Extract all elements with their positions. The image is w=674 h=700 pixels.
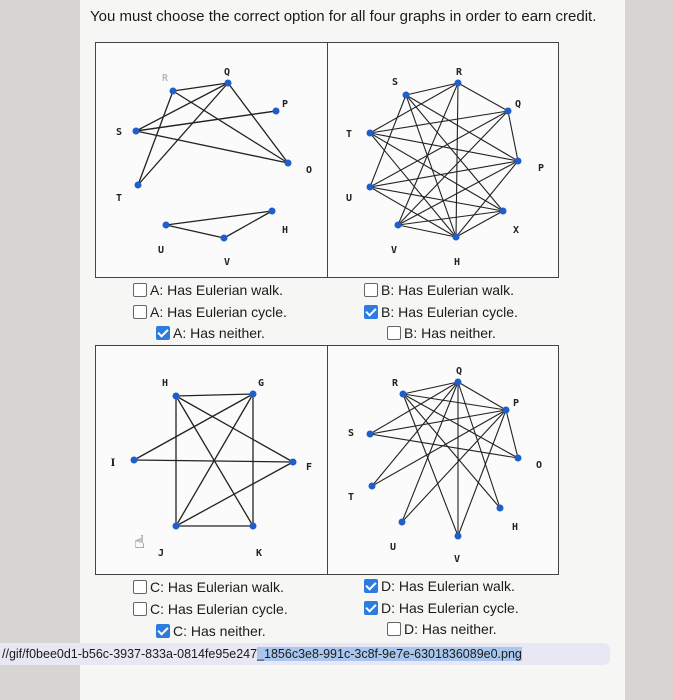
file-url-part1: //gif/f0bee0d1-b56c-3937-833a-0814fe95e247 <box>2 647 258 661</box>
option-b-cycle-label: B: Has Eulerian cycle. <box>381 304 518 320</box>
option-b-walk-checkbox[interactable] <box>364 283 378 297</box>
graph-b-label-t: T <box>345 129 353 140</box>
option-d-neither-label: D: Has neither. <box>404 621 497 637</box>
file-url-bar[interactable] <box>0 643 610 665</box>
graph-d-label-h: H <box>511 522 519 533</box>
option-a-neither-label: A: Has neither. <box>173 325 265 341</box>
option-b-neither-label: B: Has neither. <box>404 325 496 341</box>
graph-c-label-k: K <box>255 548 263 559</box>
graph-b-panel <box>327 42 559 278</box>
graph-b-node <box>500 208 507 215</box>
option-c-cycle-label: C: Has Eulerian cycle. <box>150 601 288 617</box>
graph-a-drawing <box>96 43 328 277</box>
graph-d-node <box>400 391 407 398</box>
option-d-cycle-checkbox[interactable] <box>364 601 378 615</box>
graph-a-label-r: R <box>161 73 169 84</box>
graph-a-label-p: P <box>281 99 289 110</box>
graph-b-node <box>515 158 522 165</box>
graph-a-node <box>163 222 170 229</box>
graph-a-label-h: H <box>281 225 289 236</box>
option-c-cycle-checkbox[interactable] <box>133 602 147 616</box>
graph-d-node <box>367 431 374 438</box>
graph-a-label-o: O <box>305 165 313 176</box>
graph-a-label-t: T <box>115 193 123 204</box>
option-d-walk-label: D: Has Eulerian walk. <box>381 578 515 594</box>
graph-c-node <box>173 523 180 530</box>
graph-a-node <box>225 80 232 87</box>
option-a-walk-label: A: Has Eulerian walk. <box>150 282 284 298</box>
graph-d-node <box>497 505 504 512</box>
instruction-text: You must choose the correct option for all four graphs in order to earn credit. <box>90 8 597 25</box>
graph-a-node <box>221 235 228 242</box>
graph-d-label-t: T <box>347 492 355 503</box>
graph-b-label-x: X <box>512 225 520 236</box>
graph-b-drawing <box>328 43 558 277</box>
graph-b-label-q: Q <box>514 99 522 110</box>
graph-a-label-s: S <box>115 127 123 138</box>
graph-c-drawing <box>96 346 328 574</box>
option-a-cycle[interactable] <box>133 304 287 320</box>
file-url-part2: _1856c3e8-991c-3c8f-9e7e-6301836089e0.png <box>257 647 522 661</box>
graph-c-panel <box>95 345 329 575</box>
graph-d-label-r: R <box>391 378 399 389</box>
graph-d-label-v: V <box>453 554 461 565</box>
graph-b-node <box>455 80 462 87</box>
hand-cursor-icon: ☝ <box>134 532 145 552</box>
graph-a-node <box>170 88 177 95</box>
option-c-neither[interactable] <box>156 623 266 639</box>
option-d-neither[interactable] <box>387 621 497 637</box>
option-c-cycle[interactable] <box>133 601 288 617</box>
graph-c-label-f: F <box>305 462 313 473</box>
graph-a-label-u: U <box>157 245 165 256</box>
graph-d-node <box>399 519 406 526</box>
graph-b-node <box>395 222 402 229</box>
graph-b-node <box>367 184 374 191</box>
graph-c-label-j: J <box>157 548 165 559</box>
graph-a-label-q: Q <box>223 67 231 78</box>
graph-c-node <box>250 391 257 398</box>
option-b-neither-checkbox[interactable] <box>387 326 401 340</box>
option-c-neither-checkbox[interactable] <box>156 624 170 638</box>
graph-a-node <box>285 160 292 167</box>
option-a-neither-checkbox[interactable] <box>156 326 170 340</box>
option-c-walk-label: C: Has Eulerian walk. <box>150 579 284 595</box>
graph-a-node <box>269 208 276 215</box>
option-b-cycle[interactable] <box>364 304 518 320</box>
option-d-neither-checkbox[interactable] <box>387 622 401 636</box>
graph-a-node <box>135 182 142 189</box>
graph-d-node <box>455 533 462 540</box>
graph-d-label-u: U <box>389 542 397 553</box>
option-d-cycle[interactable] <box>364 600 519 616</box>
option-c-neither-label: C: Has neither. <box>173 623 266 639</box>
graph-c-label-i: I <box>110 458 116 469</box>
graph-a-node <box>133 128 140 135</box>
option-d-walk[interactable] <box>364 578 515 594</box>
graph-d-label-p: P <box>512 398 520 409</box>
graph-c-label-h: H <box>161 378 169 389</box>
graph-d-node <box>455 379 462 386</box>
graph-b-node <box>403 92 410 99</box>
option-d-walk-checkbox[interactable] <box>364 579 378 593</box>
graph-d-label-o: O <box>535 460 543 471</box>
graph-b-label-v: V <box>390 245 398 256</box>
option-b-neither[interactable] <box>387 325 496 341</box>
graph-b-node <box>367 130 374 137</box>
graph-c-node <box>290 459 297 466</box>
graph-b-label-s: S <box>391 77 399 88</box>
graph-d-label-s: S <box>347 428 355 439</box>
graph-d-drawing <box>328 346 558 574</box>
graph-d-node <box>515 455 522 462</box>
option-b-walk[interactable] <box>364 282 514 298</box>
option-a-cycle-checkbox[interactable] <box>133 305 147 319</box>
graph-d-node <box>369 483 376 490</box>
graph-b-label-p: P <box>537 163 545 174</box>
option-a-neither[interactable] <box>156 325 265 341</box>
option-b-walk-label: B: Has Eulerian walk. <box>381 282 515 298</box>
option-d-cycle-label: D: Has Eulerian cycle. <box>381 600 519 616</box>
graph-c-node <box>131 457 138 464</box>
graph-c-node <box>173 393 180 400</box>
graph-a-label-v: V <box>223 257 231 268</box>
option-c-walk[interactable] <box>133 579 284 595</box>
graph-b-label-r: R <box>455 67 463 78</box>
graph-d-label-q: Q <box>455 366 463 377</box>
graph-b-node <box>453 234 460 241</box>
option-b-cycle-checkbox[interactable] <box>364 305 378 319</box>
graph-c-label-g: G <box>257 378 265 389</box>
option-c-walk-checkbox[interactable] <box>133 580 147 594</box>
option-a-cycle-label: A: Has Eulerian cycle. <box>150 304 287 320</box>
graph-b-label-h: H <box>453 257 461 268</box>
graph-c-node <box>250 523 257 530</box>
option-a-walk[interactable] <box>133 282 283 298</box>
graph-b-label-u: U <box>345 193 353 204</box>
option-a-walk-checkbox[interactable] <box>133 283 147 297</box>
graph-d-panel <box>327 345 559 575</box>
graph-a-panel <box>95 42 329 278</box>
